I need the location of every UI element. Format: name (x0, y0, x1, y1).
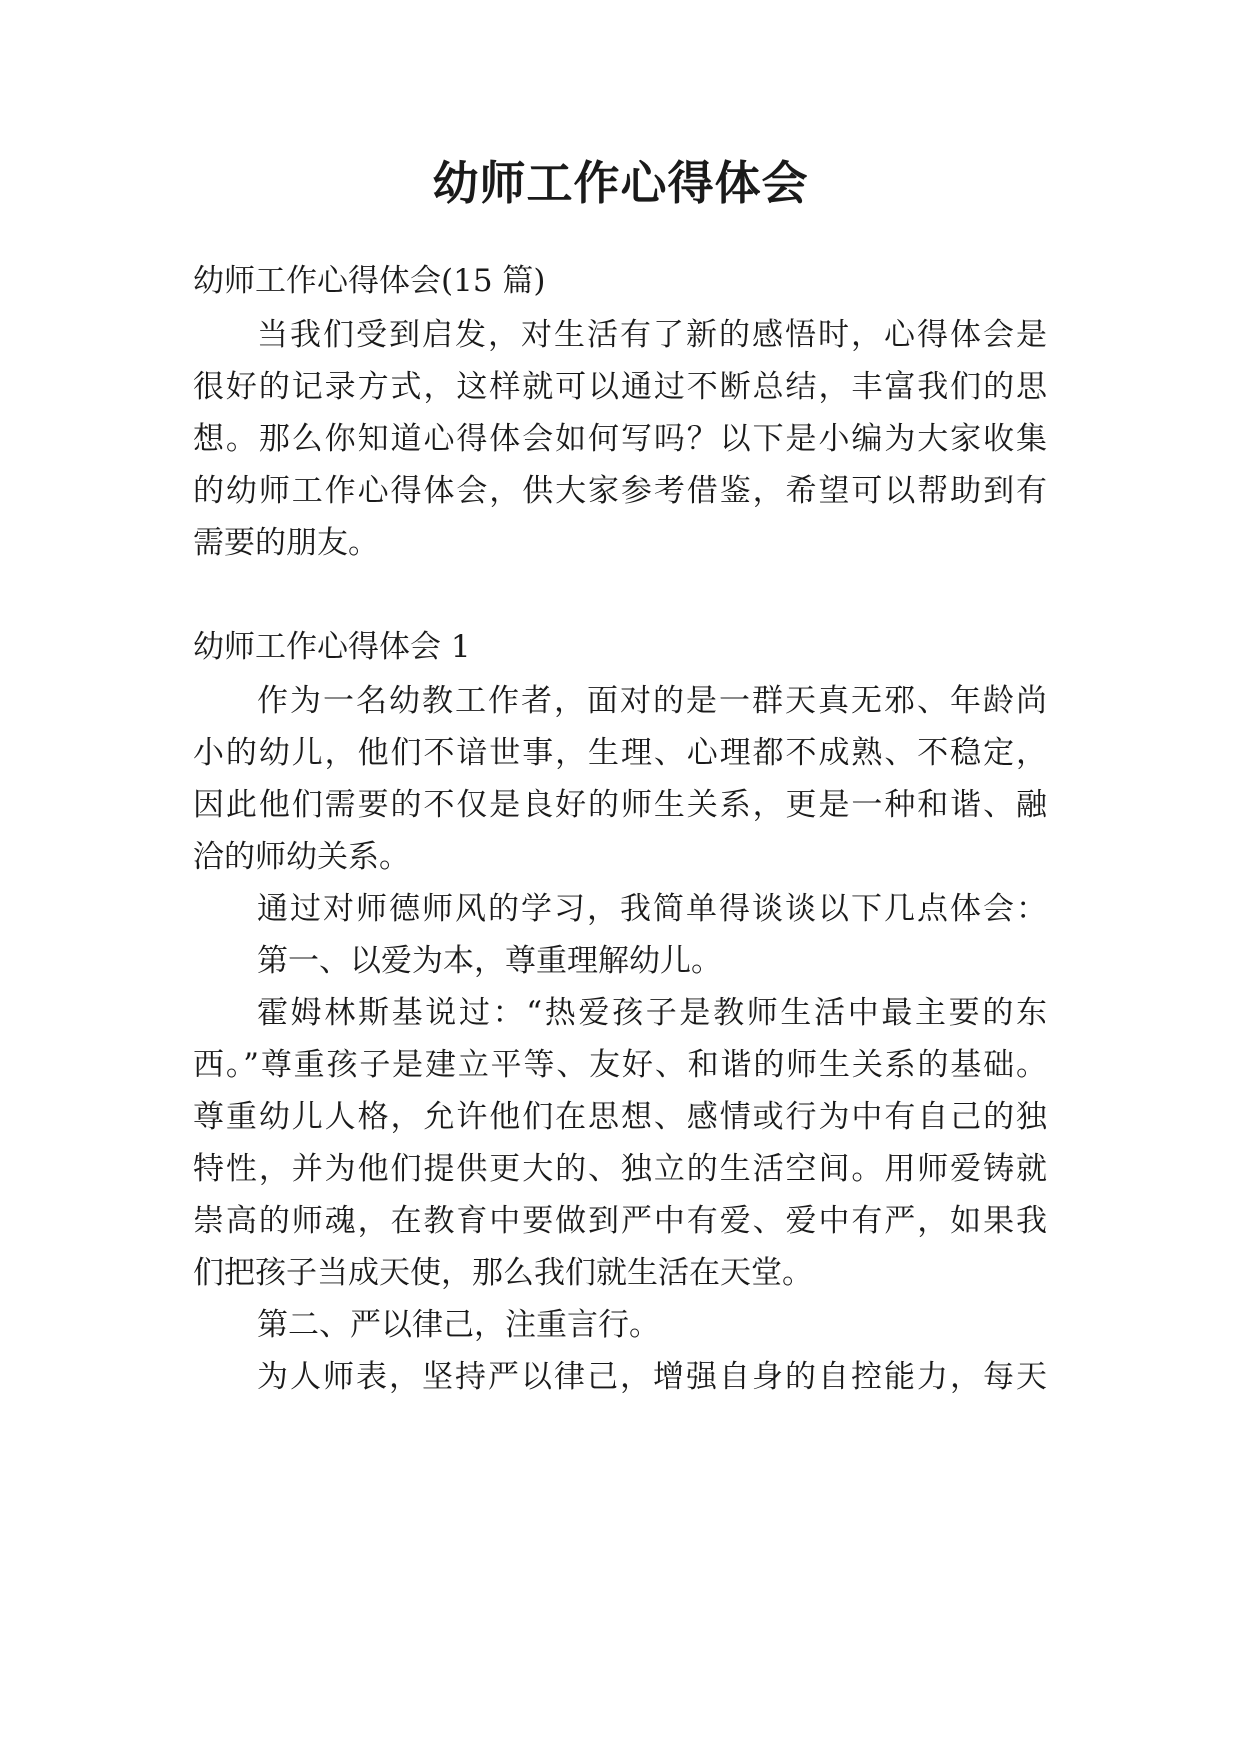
document-subtitle: 幼师工作心得体会(15 篇) (193, 263, 546, 299)
paragraph-line: 作为一名幼教工作者，面对的是一群天真无邪、年龄尚 (257, 683, 1047, 719)
paragraph-line: 因此他们需要的不仅是良好的师生关系，更是一种和谐、融 (193, 787, 1047, 823)
paragraph-line: 通过对师德师风的学习，我简单得谈谈以下几点体会： (257, 891, 1047, 927)
paragraph-line: 霍姆林斯基说过：“热爱孩子是教师生活中最主要的东 (257, 995, 1047, 1031)
paragraph-line: 为人师表，坚持严以律己，增强自身的自控能力，每天 (257, 1359, 1047, 1395)
section-heading: 幼师工作心得体会 1 (193, 629, 471, 665)
paragraph-line: 洽的师幼关系。 (193, 839, 410, 875)
paragraph-line: 小的幼儿，他们不谙世事，生理、心理都不成熟、不稳定， (193, 735, 1047, 771)
document-title: 幼师工作心得体会 (432, 156, 809, 210)
point-heading: 第二、严以律己，注重言行。 (257, 1307, 660, 1343)
point-heading: 第一、以爱为本，尊重理解幼儿。 (257, 943, 722, 979)
paragraph-line: 尊重幼儿人格，允许他们在思想、感情或行为中有自己的独 (193, 1099, 1047, 1135)
intro-line: 需要的朋友。 (193, 525, 379, 561)
paragraph-line: 西。”尊重孩子是建立平等、友好、和谐的师生关系的基础。 (193, 1047, 1047, 1083)
intro-line: 想。那么你知道心得体会如何写吗？以下是小编为大家收集 (193, 421, 1047, 457)
intro-line: 当我们受到启发，对生活有了新的感悟时，心得体会是 (257, 317, 1047, 353)
paragraph-line: 崇高的师魂，在教育中要做到严中有爱、爱中有严，如果我 (193, 1203, 1047, 1239)
paragraph-line: 特性，并为他们提供更大的、独立的生活空间。用师爱铸就 (193, 1151, 1047, 1187)
paragraph-line: 们把孩子当成天使，那么我们就生活在天堂。 (193, 1255, 813, 1291)
intro-line: 很好的记录方式，这样就可以通过不断总结，丰富我们的思 (193, 369, 1047, 405)
intro-line: 的幼师工作心得体会，供大家参考借鉴，希望可以帮助到有 (193, 473, 1047, 509)
